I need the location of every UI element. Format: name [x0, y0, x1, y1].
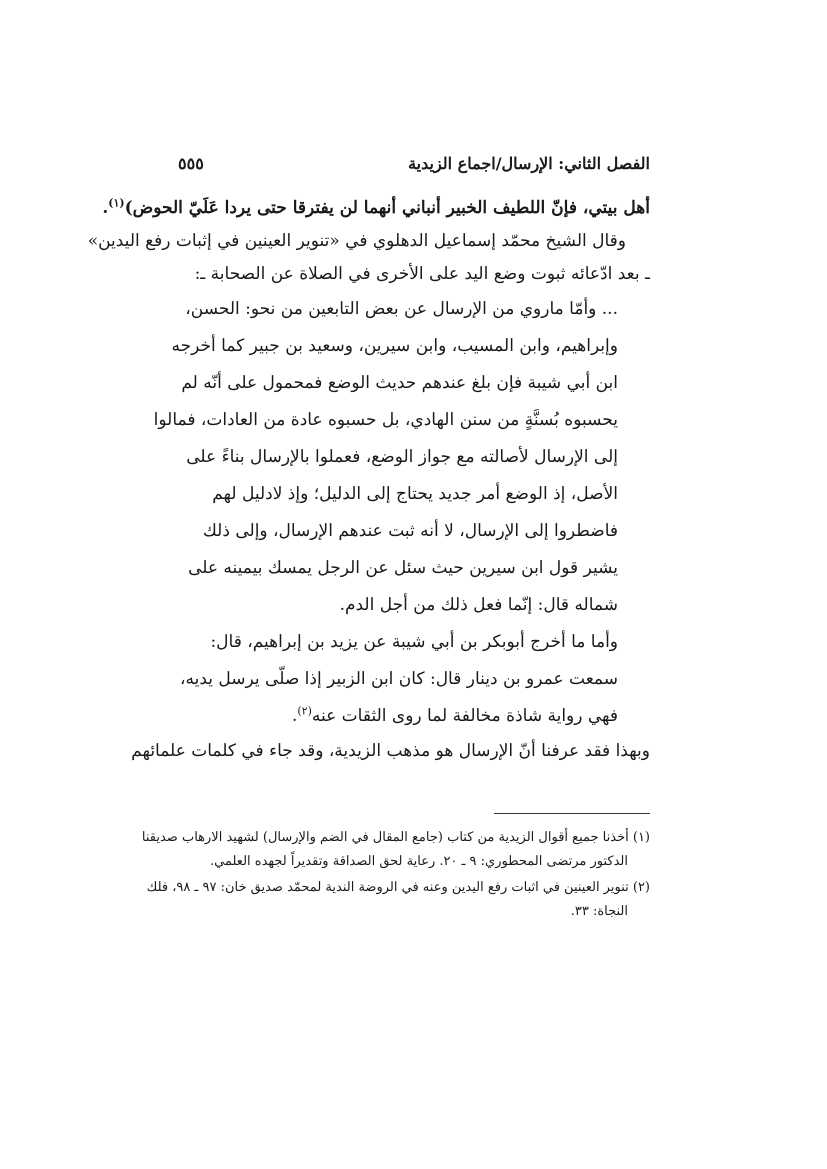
quote-line: وإبراهيم، وابن المسيب، وابن سيرين، وسعيد بن جبير كما أخرجه — [171, 336, 618, 356]
block-quote — [153, 291, 650, 735]
quote-line: يحسبوه بُسنَّةٍ من سنن الهادي، بل حسبوه عادة من العادات، فمالوا — [153, 410, 618, 430]
quote-line: إلى الإرسال لأصالته مع جواز الوضع، فعملوا بالإرسال بناءً على — [186, 447, 618, 467]
main-text — [87, 192, 650, 768]
quote-line: ابن أبي شيبة فإن بلغ عندهم حديث الوضع فمحمول على أنّه لم — [181, 373, 618, 393]
quote-line: يشير قول ابن سيرين حيث سئل عن الرجل يمسك بيمينه على — [188, 558, 618, 578]
footnote-ref-1: (١) — [108, 196, 125, 210]
page-number: ٥٥٥ — [178, 154, 204, 173]
quote-line: وأما ما أخرج أبوبكر بن أبي شيبة عن يزيد بن إبراهيم، قال: — [210, 632, 618, 652]
footnote-ref-2: (٢) — [297, 704, 312, 718]
footnote-line: (١) أخذنا جميع أقوال الزيدية من كتاب (جامع المقال في الضم والإرسال) لشهيد الارهاب صديقنا — [141, 830, 650, 845]
quote-last-text: فهي رواية شاذة مخالفة لما روى الثقات عنه — [311, 706, 618, 726]
quote-line: سمعت عمرو بن دينار قال: كان ابن الزبير إذا صلّى يرسل يديه، — [180, 669, 618, 689]
quote-last-line — [178, 698, 650, 735]
footnotes — [141, 826, 650, 926]
footnote-line: الدكتور مرتضى المحطوري: ٩ ـ ٢٠. رعاية لحق الصداقة وتقديراً لجهده العلمي. — [210, 854, 628, 869]
quote-line: الأصل، إذ الوضع أمر جديد يحتاج إلى الدليل؛ وإذ لادليل لهم — [212, 484, 618, 504]
hadith-end-line — [102, 192, 650, 225]
quote-last-punct: . — [291, 706, 298, 726]
quote-line: فاضطروا إلى الإرسال، لا أنه ثبت عندهم الإرسال، وإلى ذلك — [202, 521, 618, 541]
footnote-1 — [141, 826, 650, 874]
paragraph-line: ـ بعد ادّعائه ثبوت وضع اليد على الأخرى في الصلاة عن الصحابة ـ: — [194, 264, 650, 284]
quote-line: ... وأمّا ماروي من الإرسال عن بعض التابعين من نحو: الحسن، — [185, 299, 618, 319]
hadith-text: أهل بيتي، فإنّ اللطيف الخبير أنباني أنهما لن يفترقا حتى يردا عَلَيّ الحوض) — [124, 198, 650, 218]
paragraph-line: وبهذا فقد عرفنا أنّ الإرسال هو مذهب الزيدية، وقد جاء في كلمات علمائهم — [131, 741, 650, 761]
running-header — [178, 154, 650, 178]
hadith-end-punct: . — [102, 198, 109, 218]
chapter-title: الفصل الثاني: الإرسال/اجماع الزيدية — [408, 154, 650, 173]
footnote-divider — [494, 813, 650, 814]
paragraph-line: وقال الشيخ محمّد إسماعيل الدهلوي في «تنوير العينين في إثبات رفع اليدين» — [87, 231, 626, 251]
footnote-line: النجاة: ٣٣. — [570, 904, 628, 919]
footnote-line: (٢) تنوير العينين في اثبات رفع اليدين وعنه في الروضة الندية لمحمّد صديق خان: ٩٧ ـ ٩٨، فلك — [146, 880, 650, 895]
footnote-2 — [146, 876, 650, 924]
quote-line: شماله قال: إنّما فعل ذلك من أجل الدم. — [339, 595, 618, 615]
